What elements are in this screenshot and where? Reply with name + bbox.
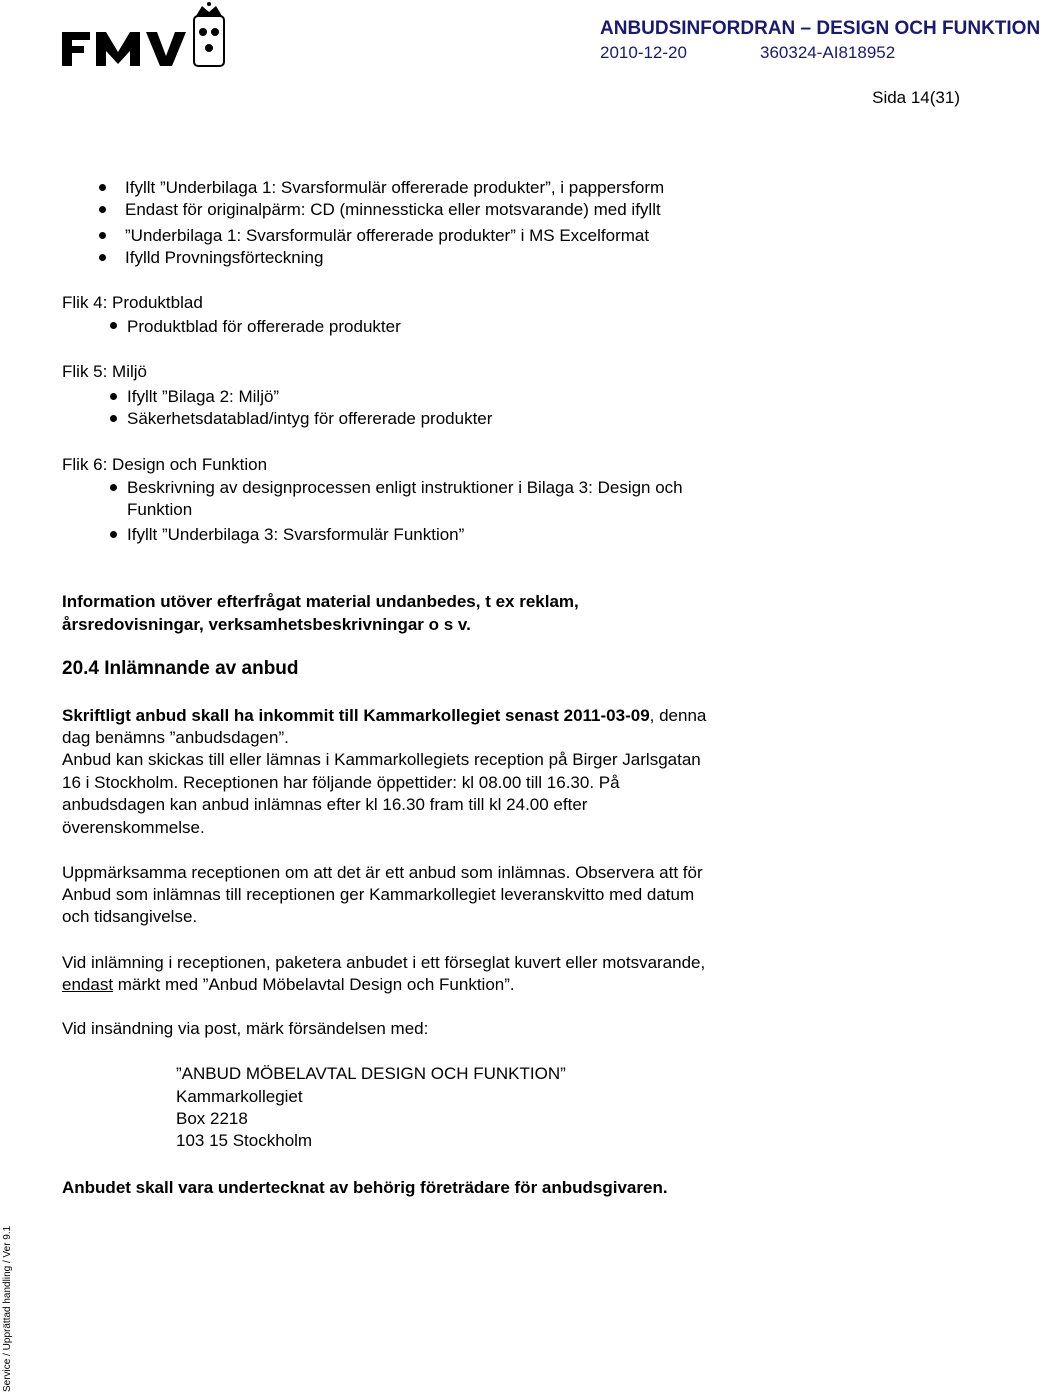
address-line: Box 2218	[176, 1109, 248, 1128]
info-notice-line: årsredovisningar, verksamhetsbeskrivningar o s v.	[62, 615, 471, 634]
bullet-icon	[110, 322, 117, 329]
paragraph-line: Uppmärksamma receptionen om att det är ett anbud som inlämnas. Observera att för	[62, 863, 703, 882]
bullet-icon	[110, 393, 117, 400]
deadline-rest-text: , denna	[649, 706, 707, 725]
flik4-heading: Flik 4: Produktblad	[62, 293, 203, 312]
document-title: ANBUDSINFORDRAN – DESIGN OCH FUNKTION	[600, 18, 1040, 39]
address-line: ”ANBUD MÖBELAVTAL DESIGN OCH FUNKTION”	[176, 1064, 566, 1083]
list-item: Ifylld Provningsförteckning	[125, 248, 324, 267]
list-item: Säkerhetsdatablad/intyg för offererade produkter	[127, 409, 493, 428]
underlined-text: endast	[62, 975, 114, 994]
bullet-icon	[110, 531, 117, 538]
document-reference: 360324-AI818952	[760, 43, 896, 62]
bullet-icon	[99, 206, 106, 213]
deadline-paragraph-line: dag benämns ”anbudsdagen”.	[62, 728, 289, 747]
list-item: Ifyllt ”Underbilaga 3: Svarsformulär Funktion”	[127, 525, 465, 544]
paragraph-line	[62, 974, 515, 996]
bullet-icon	[110, 415, 117, 422]
paragraph-line: och tidsangivelse.	[62, 907, 198, 926]
list-item: ”Underbilaga 1: Svarsformulär offererade produkter” i MS Excelformat	[125, 226, 650, 245]
section-heading: 20.4 Inlämnande av anbud	[62, 658, 299, 679]
paragraph-line: Vid insändning via post, märk försändelsen med:	[62, 1019, 429, 1038]
list-item: Produktblad för offererade produkter	[127, 317, 401, 336]
paragraph-line: Anbud som inlämnas till receptionen ger Kammarkollegiet leveranskvitto med datum	[62, 885, 695, 904]
bullet-icon	[99, 254, 106, 261]
list-item-continuation: Funktion	[127, 500, 193, 519]
paragraph-line: överenskommelse.	[62, 818, 205, 837]
address-line: Kammarkollegiet	[176, 1087, 303, 1106]
version-footer: Service / Upprättad handling / Ver 9.1	[2, 1225, 13, 1392]
document-date: 2010-12-20	[600, 43, 687, 62]
info-notice-line: Information utöver efterfrågat material undanbedes, t ex reklam,	[62, 592, 579, 611]
paragraph-line: Vid inlämning i receptionen, paketera anbudet i ett förseglat kuvert eller motsvarande,	[62, 953, 706, 972]
list-item: Ifyllt ”Bilaga 2: Miljö”	[127, 387, 280, 406]
flik6-heading: Flik 6: Design och Funktion	[62, 455, 268, 474]
list-item: Ifyllt ”Underbilaga 1: Svarsformulär offererade produkter”, i pappersform	[125, 178, 665, 197]
list-item: Beskrivning av designprocessen enligt instruktioner i Bilaga 3: Design och	[127, 478, 683, 497]
paragraph-line: anbudsdagen kan anbud inlämnas efter kl 16.30 fram till kl 24.00 efter	[62, 795, 588, 814]
page-number: Sida 14(31)	[872, 88, 960, 107]
closing-statement: Anbudet skall vara undertecknat av behörig företrädare för anbudsgivaren.	[62, 1178, 668, 1197]
bullet-icon	[110, 484, 117, 491]
address-line: 103 15 Stockholm	[176, 1131, 313, 1150]
bullet-icon	[99, 232, 106, 239]
bullet-icon	[99, 184, 106, 191]
deadline-paragraph	[62, 705, 706, 727]
fmv-logo	[62, 2, 230, 72]
paragraph-line: 16 i Stockholm. Receptionen har följande öppettider: kl 08.00 till 16.30. På	[62, 773, 620, 792]
paragraph-line: Anbud kan skickas till eller lämnas i Kammarkollegiets reception på Birger Jarlsgatan	[62, 750, 701, 769]
flik5-heading: Flik 5: Miljö	[62, 362, 148, 381]
list-item: Endast för originalpärm: CD (minnessticka eller motsvarande) med ifyllt	[125, 200, 661, 219]
deadline-bold-text: Skriftligt anbud skall ha inkommit till Kammarkollegiet senast 2011-03-09	[62, 706, 650, 725]
label-text: märkt med ”Anbud Möbelavtal Design och Funktion”.	[113, 975, 515, 994]
